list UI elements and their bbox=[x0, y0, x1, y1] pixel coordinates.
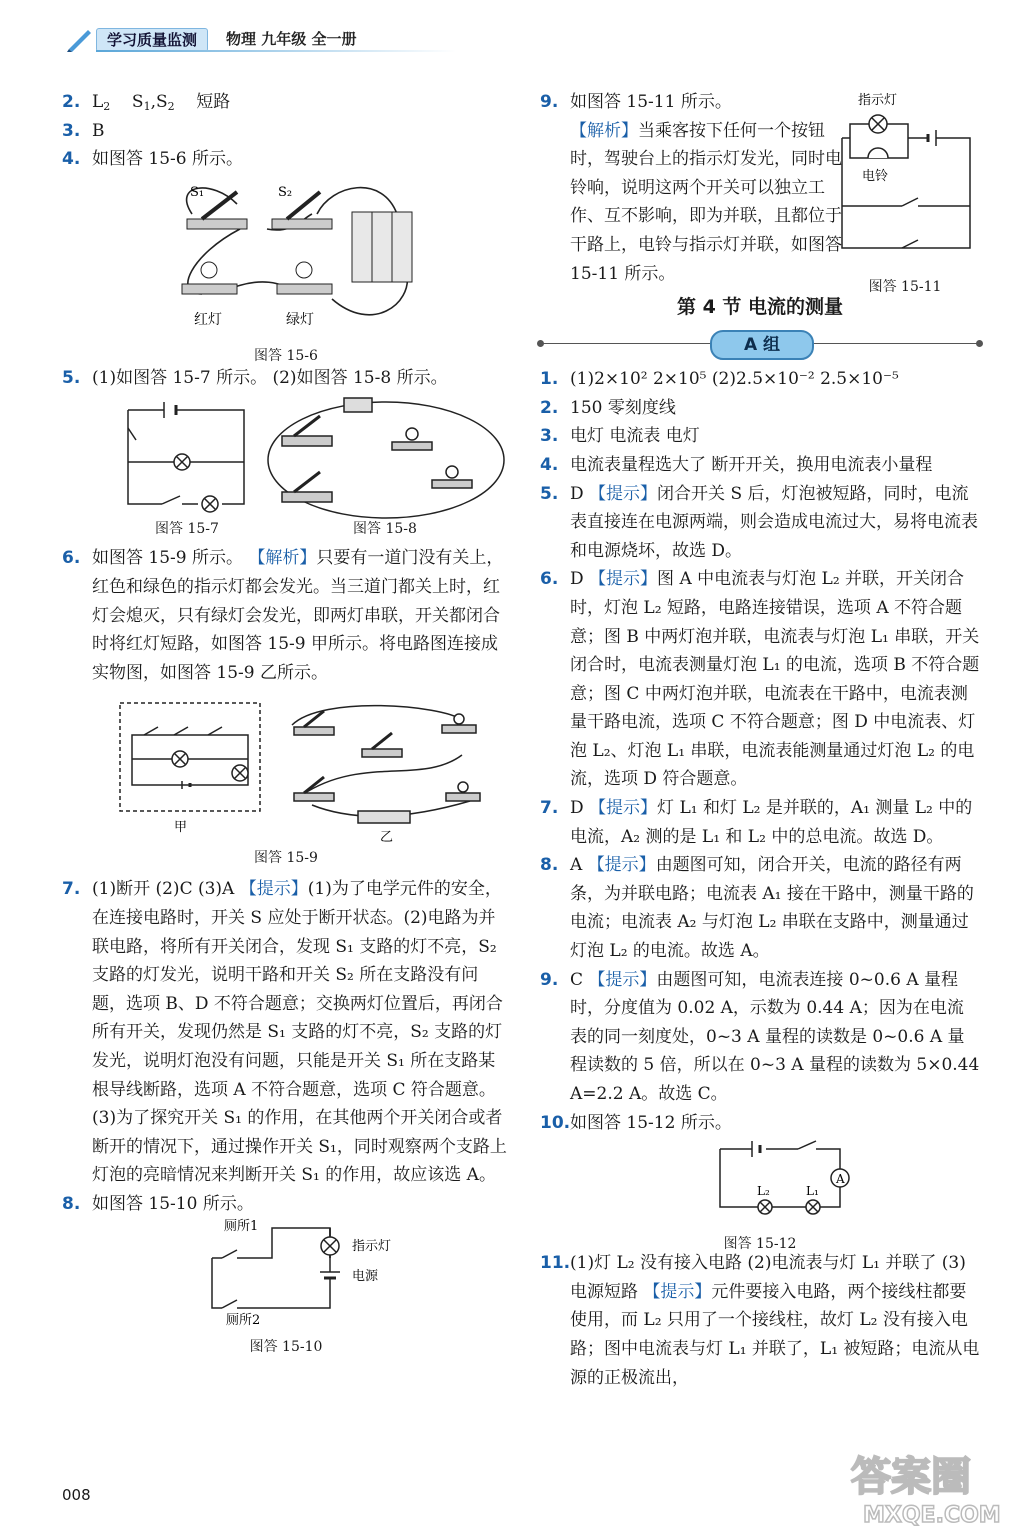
answer-number: 4. bbox=[62, 149, 81, 170]
answer-7 bbox=[62, 875, 510, 1190]
answer-text: 灯 L₁ 和灯 L₂ 是并联的，A₁ 测量 L₂ 中的电流，A₂ 测的是 L₁ 和 L₂ 中的总电流。故选 D。 bbox=[570, 798, 973, 847]
caption-15-7: 图答 15-7 bbox=[155, 521, 219, 538]
answer-a10 bbox=[540, 1109, 980, 1138]
answer-number: 8. bbox=[62, 1193, 81, 1214]
battery-pack bbox=[352, 212, 412, 282]
header-badge: 学习质量监测 bbox=[96, 28, 208, 52]
page-header bbox=[66, 26, 466, 52]
figure-15-6 bbox=[62, 174, 510, 364]
circuit-jia bbox=[120, 703, 260, 811]
label-indicator-lamp: 指示灯 bbox=[352, 1239, 392, 1255]
answer-number: 5. bbox=[62, 367, 81, 388]
label-power: 电源 bbox=[352, 1269, 379, 1285]
watermark-graphic bbox=[845, 1446, 1015, 1528]
answer-choice: D bbox=[570, 569, 590, 590]
circuit-diagram-15-11 bbox=[830, 88, 980, 268]
label-toilet-1: 厕所1 bbox=[224, 1219, 259, 1235]
group-divider bbox=[540, 327, 980, 361]
answer-a6 bbox=[540, 565, 980, 794]
watermark-url: MXQE.COM bbox=[863, 1503, 1001, 1528]
circuit-diagram-15-10 bbox=[62, 1218, 510, 1330]
answer-choice: D bbox=[570, 483, 590, 504]
answer-5 bbox=[62, 364, 510, 393]
hint-tag: 【提示】 bbox=[587, 855, 656, 876]
answer-text: B bbox=[92, 120, 105, 141]
answer-text: L bbox=[92, 92, 104, 112]
answer-9-prev bbox=[540, 88, 850, 288]
label-red-lamp: 红灯 bbox=[194, 311, 222, 328]
answer-a9 bbox=[540, 966, 980, 1109]
circuit-yi bbox=[292, 706, 480, 823]
answer-number: 8. bbox=[540, 855, 559, 876]
answer-number: 3. bbox=[540, 426, 559, 447]
answer-text: S bbox=[155, 92, 168, 112]
circuit-15-8 bbox=[268, 398, 504, 518]
caption-15-6: 图答 15-6 bbox=[254, 348, 318, 365]
answer-number: 2. bbox=[62, 92, 81, 112]
answer-text: (1)灯 L₂ 没有接入电路 (2)电流表与灯 L₁ 并联了 (3)电源短路 bbox=[570, 1253, 966, 1302]
answer-text: 150 零刻度线 bbox=[570, 397, 676, 418]
hint-tag: 【提示】 bbox=[588, 969, 657, 990]
divider-dot bbox=[976, 340, 983, 347]
answer-text: (1)如图答 15-7 所示。 (2)如图答 15-8 所示。 bbox=[92, 367, 448, 388]
answer-text: (1)为了电学元件的安全，在连接电路时，开关 S 应处于断开状态。(2)电路为并联电路，将所有开关闭合，发现 S₁ 支路的灯不亮，S₂ 支路的灯发光，说明干路和开关 S₂ 所在支路没有问题，选项 B、D 不符合题意；交换两灯位置后，再闭合所有开关，发现仍然是 S₁ 支路的灯不亮，S₂ 支路的灯发光，说明灯泡没有问题，只能是开关 S₁ 所在支路某根导线断路，选项 A 不符合题意，选项 C 符合题意。(3)为了探究开关 S₁ 的作用，在其他两个开关闭合或者断开的情况下，通过操作开关 S₁，同时观察两个支路上灯泡的亮暗情况来判断开关 S₁ 的作用，故应该选 A。 bbox=[92, 879, 507, 1186]
watermark-title: 答案圈 bbox=[851, 1454, 971, 1500]
watermark-logo bbox=[845, 1446, 1015, 1528]
answer-number: 10. bbox=[540, 1112, 571, 1133]
hint-tag: 【提示】 bbox=[589, 483, 658, 504]
label-fig-lamp: 指示灯 bbox=[858, 93, 898, 108]
answer-text: 如图答 15-12 所示。 bbox=[570, 1112, 732, 1133]
caption-15-11: 图答 15-11 bbox=[868, 278, 942, 295]
group-label: A 组 bbox=[710, 330, 814, 360]
label-jia: 甲 bbox=[174, 820, 188, 836]
answer-text: 图 A 中电流表与灯泡 L₂ 并联，开关闭合时，灯泡 L₂ 短路，电路连接错误，选项 A 不符合题意；图 B 中两灯泡并联，电流表与灯泡 L₁ 串联，开关闭合时，电流表测量灯泡 L₁ 的电流，选项 B 不符合题意；图 C 中两灯泡并联，电流表在干路中，电流表测量干路电流，选项 C 不符合题意；图 D 中电流表、灯泡 L₂、灯泡 L₁ 串联，电流表能测量通过灯泡 L₂ 的电流，选项 D 符合题意。 bbox=[570, 569, 980, 790]
hint-tag: 【提示】 bbox=[589, 569, 658, 590]
figure-15-10 bbox=[62, 1218, 510, 1356]
circuit-diagram-15-9 bbox=[62, 695, 510, 845]
answer-a11 bbox=[540, 1249, 980, 1392]
answer-text: 只要有一道门没有关上，红色和绿色的指示灯都会发光。当三道门都关上时，红灯会熄灭，只有绿灯会发光，即两灯串联，开关都闭合时将红灯短路，如图答 15-9 甲所示。将电路图连接成实物图，如图答 15-9 乙所示。 bbox=[92, 548, 504, 683]
answer-a4 bbox=[540, 451, 980, 480]
label-toilet-2: 厕所2 bbox=[226, 1313, 261, 1329]
answer-text: S bbox=[131, 92, 144, 112]
answer-text: 元件要接入电路，两个接线柱都要使用，而 L₂ 只用了一个接线柱，故灯 L₂ 没有接入电路；图中电流表与灯 L₁ 并联了，L₁ 被短路；电流从电源的正极流出， bbox=[570, 1281, 980, 1388]
subscript: 2 bbox=[167, 100, 175, 113]
label-fig-bell: 电铃 bbox=[862, 169, 889, 184]
answer-choice: C bbox=[570, 969, 589, 990]
answer-number: 11. bbox=[540, 1253, 571, 1274]
answer-a5 bbox=[540, 480, 980, 566]
answer-8 bbox=[62, 1190, 510, 1219]
left-column bbox=[62, 88, 510, 1356]
analysis-tag: 【解析】 bbox=[570, 120, 638, 141]
subscript: 1 bbox=[143, 100, 151, 113]
answer-number: 6. bbox=[540, 569, 559, 590]
divider-dot bbox=[537, 340, 544, 347]
label-s1: S₁ bbox=[190, 184, 205, 200]
answer-text: 如图答 15-11 所示。 bbox=[570, 92, 732, 112]
answer-text: 如图答 15-6 所示。 bbox=[92, 149, 243, 170]
answer-text: 闭合开关 S 后，灯泡被短路，同时，电流表直接连在电源两端，则会造成电流过大，易将电流表和电源烧坏，故选 D。 bbox=[570, 483, 978, 561]
page-number: 008 bbox=[62, 1486, 91, 1504]
pen-icon bbox=[66, 26, 94, 52]
header-rule bbox=[96, 50, 456, 52]
answer-text: 电流表量程选大了 断开开关，换用电流表小量程 bbox=[570, 454, 933, 475]
answer-number: 2. bbox=[540, 397, 559, 418]
header-subtitle: 物理 九年级 全一册 bbox=[226, 30, 357, 48]
green-lamp bbox=[277, 262, 332, 294]
red-lamp bbox=[182, 262, 237, 294]
answer-number: 5. bbox=[540, 483, 559, 504]
label-s2: S₂ bbox=[278, 184, 293, 200]
right-column bbox=[540, 88, 980, 1392]
analysis-tag: 【解析】 bbox=[248, 548, 317, 569]
label-ammeter: A bbox=[836, 1172, 845, 1187]
hint-tag: 【提示】 bbox=[589, 798, 658, 819]
answer-4 bbox=[62, 145, 510, 174]
answer-choice: D bbox=[570, 798, 590, 819]
label-yi: 乙 bbox=[380, 830, 394, 846]
label-l2: L₂ bbox=[757, 1184, 770, 1199]
answer-a1 bbox=[540, 365, 980, 394]
answer-a8 bbox=[540, 851, 980, 965]
answer-number: 1. bbox=[540, 369, 559, 390]
caption-15-9: 图答 15-9 bbox=[254, 849, 318, 866]
answer-a7 bbox=[540, 794, 980, 851]
answer-number: 9. bbox=[540, 92, 559, 112]
circuit-diagram-15-12 bbox=[540, 1137, 980, 1229]
answer-6 bbox=[62, 544, 510, 687]
answer-text: 由题图可知，电流表连接 0~0.6 A 量程时，分度值为 0.02 A，示数为 0.44 A；因为在电流表的同一刻度处，0~3 A 量程的读数是 0~0.6 A 量程读数的 5 倍，所以在 0~3 A 量程的读数为 5×0.44 A=2.2 A。故选 C。 bbox=[570, 969, 980, 1104]
circuit-15-7 bbox=[128, 402, 244, 512]
answer-text: 如图答 15-10 所示。 bbox=[92, 1193, 254, 1214]
circuit-diagrams-15-7-15-8 bbox=[62, 392, 510, 526]
figure-15-11 bbox=[830, 88, 980, 295]
answer-text: 电灯 电流表 电灯 bbox=[570, 426, 700, 447]
answer-number: 9. bbox=[540, 969, 559, 990]
hint-tag: 【提示】 bbox=[643, 1281, 712, 1302]
answer-number: 7. bbox=[540, 798, 559, 819]
answer-text: (1)断开 (2)C (3)A bbox=[92, 879, 240, 900]
circuit-diagram-15-6 bbox=[62, 174, 510, 342]
answer-a2 bbox=[540, 394, 980, 423]
subscript: 2 bbox=[103, 100, 111, 113]
figure-15-12 bbox=[540, 1137, 980, 1252]
answer-text: 短路 bbox=[196, 92, 231, 112]
caption-15-12: 图答 15-12 bbox=[723, 1235, 797, 1252]
answer-number: 3. bbox=[62, 120, 81, 141]
caption-15-10: 图答 15-10 bbox=[249, 1339, 323, 1356]
section-title: 第 4 节 电流的测量 bbox=[676, 296, 844, 319]
answer-text: 由题图可知，闭合开关，电流的路径有两条，为并联电路；电流表 A₁ 接在干路中，测量干路的电流；电流表 A₂ 与灯泡 L₂ 串联在支路中，测量通过灯泡 L₂ 的电流。故选 A。 bbox=[570, 855, 974, 962]
figure-15-7-15-8 bbox=[62, 392, 510, 544]
answer-text: 如图答 15-9 所示。 bbox=[92, 548, 243, 569]
answer-text: 当乘客按下任何一个按钮时，驾驶台上的指示灯发光，同时电铃响，说明这两个开关可以独立工作、互不影响，即为并联，且都位于干路上，电铃与指示灯并联，如图答 15-11 所示。 bbox=[570, 120, 842, 284]
answer-choice: A bbox=[570, 855, 588, 876]
label-l1: L₁ bbox=[806, 1184, 819, 1199]
label-green-lamp: 绿灯 bbox=[286, 311, 314, 328]
answer-a3 bbox=[540, 422, 980, 451]
caption-15-8: 图答 15-8 bbox=[353, 521, 417, 538]
answer-text: (1)2×10² 2×10⁵ (2)2.5×10⁻² 2.5×10⁻⁵ bbox=[570, 369, 899, 390]
answer-2: 2. $L_2$ $S_1,S_2$ 短路 bbox=[62, 88, 510, 117]
answer-number: 6. bbox=[62, 548, 81, 569]
figure-15-9 bbox=[62, 695, 510, 865]
answer-3 bbox=[62, 117, 510, 146]
answer-number: 4. bbox=[540, 454, 559, 475]
answer-number: 7. bbox=[62, 879, 81, 900]
hint-tag: 【提示】 bbox=[239, 879, 308, 900]
